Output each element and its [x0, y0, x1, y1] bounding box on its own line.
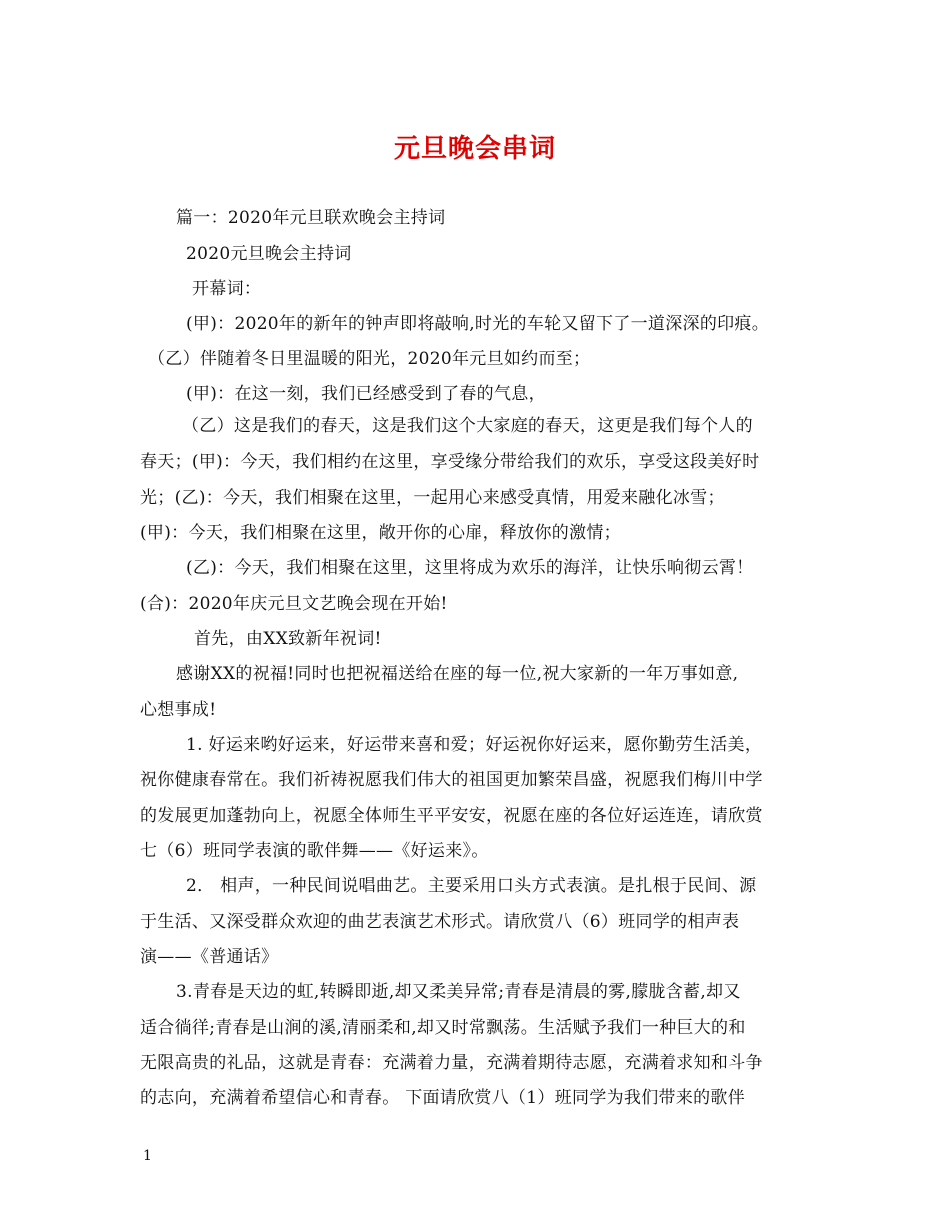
text-line: 春天；(甲)：今天，我们相约在这里，享受缘分带给我们的欢乐，享受这段美好时: [140, 452, 760, 472]
text-line: 篇一：2020年元旦联欢晚会主持词: [176, 208, 446, 228]
text-line: 2020元旦晚会主持词: [186, 244, 352, 264]
text-line: 感谢XX的祝福!同时也把祝福送给在座的每一位,祝大家新的一年万事如意,: [176, 664, 739, 684]
page-number: 1: [143, 1148, 152, 1164]
text-line: 适合徜徉;青春是山涧的溪,清丽柔和,却又时常飘荡。生活赋予我们一种巨大的和: [140, 1018, 746, 1038]
text-line: 无限高贵的礼品，这就是青春：充满着力量，充满着期待志愿，充满着求知和斗争: [140, 1053, 763, 1073]
text-line: (合)：2020年庆元旦文艺晚会现在开始!: [140, 594, 448, 614]
text-line: (甲)：2020年的新年的钟声即将敲响,时光的车轮又留下了一道深深的印痕。: [186, 314, 770, 334]
text-line: (甲)：今天，我们相聚在这里，敞开你的心扉，释放你的激情；: [140, 523, 621, 543]
text-line: 的志向，充满着希望信心和青春。 下面请欣赏八（1）班同学为我们带来的歌伴: [140, 1088, 746, 1108]
text-line: （乙）这是我们的春天，这是我们这个大家庭的春天，这更是我们每个人的: [182, 416, 753, 436]
text-line: (乙)：今天，我们相聚在这里，这里将成为欢乐的海洋，让快乐响彻云霄！: [186, 558, 754, 578]
text-line: 开幕词：: [192, 279, 262, 299]
text-line: （乙）伴随着冬日里温暖的阳光，2020年元旦如约而至；: [148, 349, 591, 369]
text-line: 的发展更加蓬勃向上，祝愿全体师生平平安安，祝愿在座的各位好运连连，请欣赏: [140, 806, 763, 826]
text-line: 心想事成!: [140, 700, 217, 720]
document-title: 元旦晚会串词: [393, 134, 556, 164]
text-line: 于生活、又深受群众欢迎的曲艺表演艺术形式。请欣赏八（6）班同学的相声表: [140, 912, 740, 932]
text-line: 2． 相声，一种民间说唱曲艺。主要采用口头方式表演。是扎根于民间、源: [186, 876, 757, 896]
text-line: (甲)：在这一刻，我们已经感受到了春的气息，: [186, 384, 546, 404]
text-line: 光；(乙)：今天，我们相聚在这里，一起用心来感受真情，用爱来融化冰雪；: [140, 488, 725, 508]
text-line: 七（6）班同学表演的歌伴舞——《好运来》。: [140, 841, 489, 861]
text-line: 1. 好运来哟好运来，好运带来喜和爱；好运祝你好运来，愿你勤劳生活美，: [186, 735, 763, 755]
text-line: 首先，由XX致新年祝词!: [194, 629, 382, 649]
text-line: 3.青春是天边的虹,转瞬即逝,却又柔美异常;青春是清晨的雾,朦胧含蓄,却又: [176, 982, 741, 1002]
text-line: 祝你健康春常在。我们祈祷祝愿我们伟大的祖国更加繁荣昌盛，祝愿我们梅川中学: [140, 770, 763, 790]
text-line: 演——《普通话》: [140, 947, 279, 967]
